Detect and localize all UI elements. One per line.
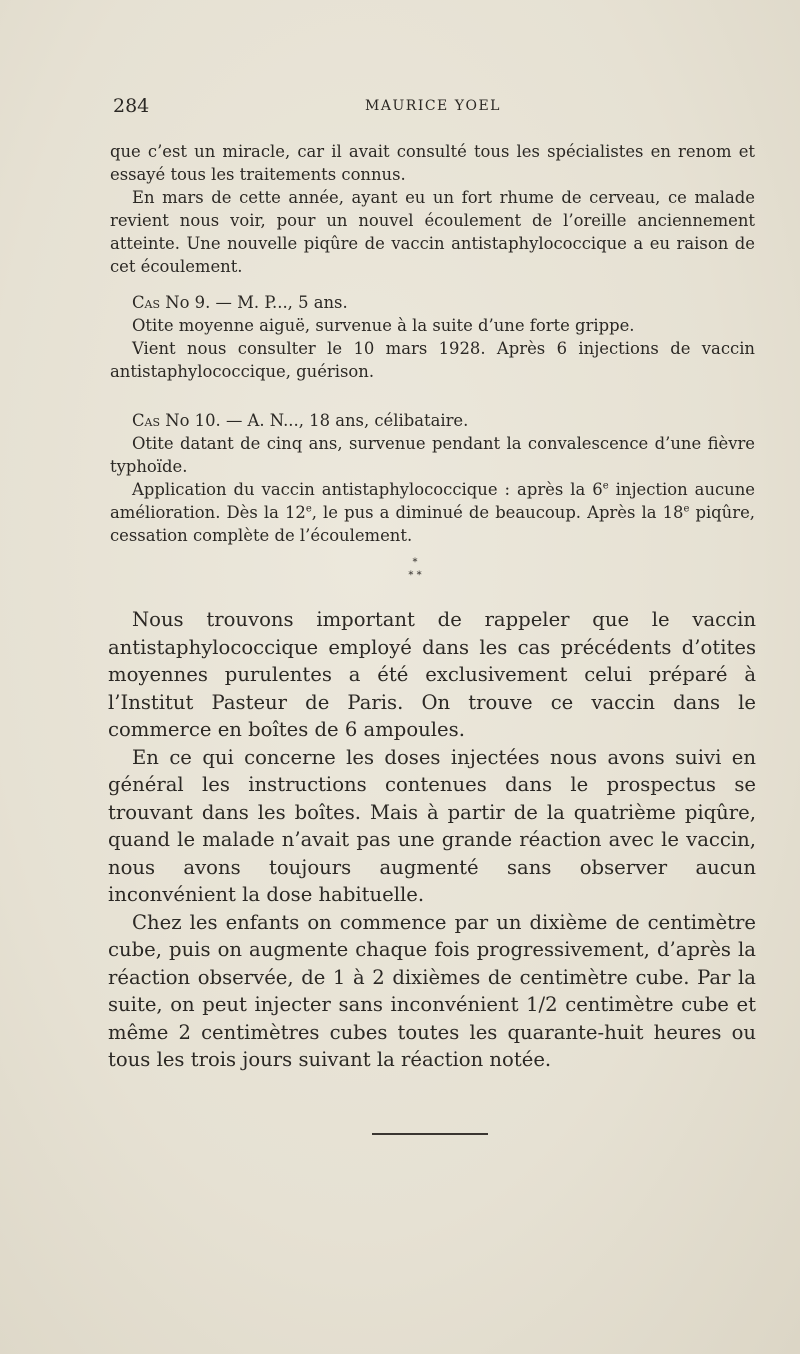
end-rule (372, 1133, 488, 1135)
text-run: , le pus a diminué de beaucoup. Après la 18 (311, 503, 684, 522)
page-number: 284 (113, 95, 150, 117)
case-label: Cas (132, 411, 161, 430)
paragraph: Chez les enfants on commence par un dixième de centimètre cube, puis on augmente chaque fois progressivement, d’après la réaction observée, de 1 à 2 dixièmes de centimètre cube. Par la suite, on peut injecter sans inconvénient 1/2 centimètre cube et même 2 centimètres cubes toutes les quarante-huit heures ou tous les trois jours suivant la réaction notée. (108, 910, 756, 1071)
case-9 (110, 291, 755, 383)
case-title: No 9. — M. P..., 5 ans. (160, 293, 348, 312)
paragraph: Otite moyenne aiguë, survenue à la suite d’une forte grippe. (132, 316, 635, 335)
paragraph (110, 478, 755, 547)
asterisk-top: * (412, 557, 418, 568)
paragraph: que c’est un miracle, car il avait consulté tous les spécialistes en renom et essayé tous les traitements connus. (110, 142, 755, 184)
text-run: Application du vaccin antistaphylococcique : après la 6 (132, 480, 603, 499)
superscript: e (602, 480, 609, 492)
case-title: No 10. — A. N..., 18 ans, célibataire. (160, 411, 469, 430)
case-heading (110, 409, 755, 432)
discussion-section (108, 606, 756, 1074)
paragraph: Otite datant de cinq ans, survenue pendant la convalescence d’une fièvre typhoïde. (110, 434, 755, 476)
case-label: Cas (132, 293, 161, 312)
paragraph: Nous trouvons important de rappeler que le vaccin antistaphylococcique employé dans les cas précédents d’otites moyennes purulentes a été exclusivement celui préparé à l’Institut Pasteur de Paris. On trouve ce vaccin dans le commerce en boîtes de 6 ampoules. (108, 608, 756, 741)
paragraph: Vient nous consulter le 10 mars 1928. Après 6 injections de vaccin antistaphylococcique, guérison. (110, 339, 755, 381)
page-header (113, 95, 753, 121)
text-run: injection aucune amélioration. Dès la 12 (110, 480, 755, 522)
text-run: piqûre, cessation complète de l’écoulement. (110, 503, 755, 545)
case-heading (110, 291, 755, 314)
paragraph: En mars de cette année, ayant eu un fort rhume de cerveau, ce malade revient nous voir, pour un nouvel écoulement de l’oreille anciennement atteinte. Une nouvelle piqûre de vaccin antistaphylococcique a eu raison de cet écoulement. (110, 188, 755, 276)
superscript: e (683, 503, 690, 515)
case-10 (110, 409, 755, 547)
running-head: MAURICE YOEL (365, 98, 501, 114)
superscript: e (305, 503, 312, 515)
asterisk-bottom: * * (408, 570, 422, 581)
case-8-conclusion (110, 140, 755, 278)
paragraph: En ce qui concerne les doses injectées nous avons suivi en général les instructions contenues dans le prospectus se trouvant dans les boîtes. Mais à partir de la quatrième piqûre, quand le malade n’avait pas une grande réaction avec le vaccin, nous avons toujours augmenté sans observer aucun inconvénient la dose habituelle. (108, 745, 756, 906)
section-separator (400, 556, 430, 582)
